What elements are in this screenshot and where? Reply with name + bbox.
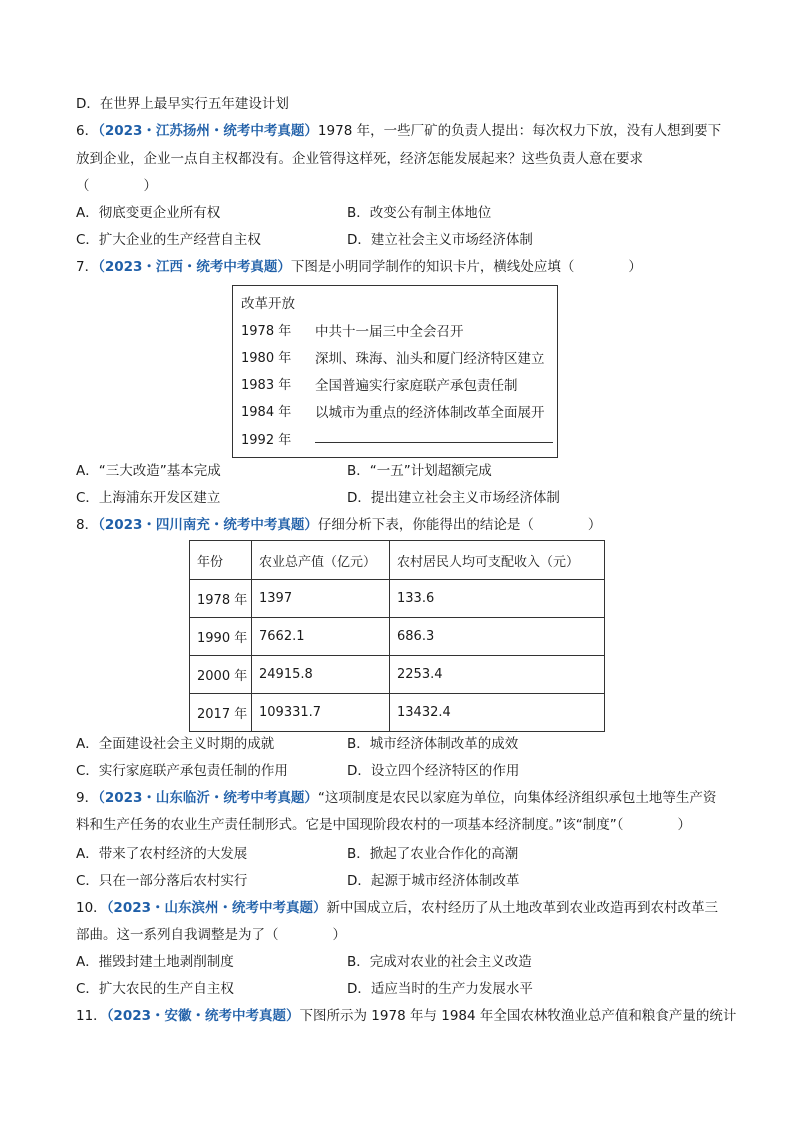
card-year: 1984 年	[241, 405, 292, 420]
q11-text-1: 下图所示为 1978 年与 1984 年全国农林牧渔业总产值和粮食产量的统计	[299, 1008, 737, 1024]
card-year: 1978 年	[241, 324, 292, 339]
q10-option-c: C．扩大农民的生产自主权	[76, 981, 234, 997]
q8-stem	[76, 515, 601, 535]
q6-stem-line2: 放到企业，企业一点自主权都没有。企业管得这样死，经济怎能发展起来？这些负责人意在要求	[76, 151, 643, 167]
q8-option-c: C．实行家庭联产承包责任制的作用	[76, 763, 288, 779]
q6-text-1: 1978 年，一些厂矿的负责人提出：每次权力下放，没有人想到要下	[317, 123, 722, 139]
table-header-cell: 农业总产值（亿元）	[252, 541, 390, 580]
table-cell: 7662.1	[252, 618, 390, 656]
table-header-cell: 农村居民人均可支配收入（元）	[390, 541, 605, 580]
q6-answer-blank: （ ）	[76, 178, 157, 194]
table-header-row	[190, 541, 605, 580]
q6-stem-line1	[76, 121, 721, 141]
q9-source: （2023・山东临沂・统考中考真题）	[98, 790, 318, 806]
q9-stem-line1	[76, 788, 716, 808]
q6-option-a: A．彻底变更企业所有权	[76, 205, 221, 221]
q6-option-b: B．改变公有制主体地位	[347, 205, 492, 221]
q6-source: （2023・江苏扬州・统考中考真题）	[98, 123, 318, 139]
knowledge-card	[232, 285, 558, 458]
q7-source: （2023・江西・统考中考真题）	[98, 259, 291, 275]
q7-option-d: D．提出建立社会主义市场经济体制	[347, 490, 560, 506]
table-cell: 2000 年	[190, 656, 252, 694]
q10-number: 10．	[76, 900, 107, 916]
q6-option-d: D．建立社会主义市场经济体制	[347, 232, 533, 248]
q8-option-d: D．设立四个经济特区的作用	[347, 763, 520, 779]
q10-option-d: D．适应当时的生产力发展水平	[347, 981, 533, 997]
q8-option-a: A．全面建设社会主义时期的成就	[76, 736, 275, 752]
table-cell: 2017 年	[190, 694, 252, 732]
q11-number: 11．	[76, 1008, 107, 1024]
q8-number: 8．	[76, 517, 99, 533]
table-cell: 686.3	[390, 618, 605, 656]
q7-number: 7．	[76, 259, 99, 275]
q9-option-c: C．只在一部分落后农村实行	[76, 873, 248, 889]
q9-stem-line2: 料和生产任务的农业生产责任制形式。它是中国现阶段农村的一项基本经济制度。”该“制度”（ ）	[76, 817, 691, 833]
q7-stem	[76, 257, 642, 277]
q11-stem-line1	[76, 1006, 736, 1026]
q9-text-1: “这项制度是农民以家庭为单位，向集体经济组织承包土地等生产资	[317, 790, 717, 806]
table-row	[190, 656, 605, 694]
card-event: 以城市为重点的经济体制改革全面展开	[315, 405, 545, 421]
q10-stem-line1	[76, 898, 718, 918]
q9-option-d: D．起源于城市经济体制改革	[347, 873, 520, 889]
card-fill-blank-line	[315, 442, 553, 443]
table-header-cell: 年份	[190, 541, 252, 580]
table-cell: 1978 年	[190, 580, 252, 618]
table-row	[190, 580, 605, 618]
q5-option-d: D．在世界上最早实行五年建设计划	[76, 96, 289, 112]
table-cell: 13432.4	[390, 694, 605, 732]
q9-option-a: A．带来了农村经济的大发展	[76, 846, 248, 862]
q8-source: （2023・四川南充・统考中考真题）	[98, 517, 318, 533]
card-event: 全国普遍实行家庭联产承包责任制	[315, 378, 518, 394]
table-row	[190, 694, 605, 732]
card-event: 中共十一届三中全会召开	[315, 324, 464, 340]
card-event: 深圳、珠海、汕头和厦门经济特区建立	[315, 351, 545, 367]
q9-number: 9．	[76, 790, 99, 806]
q8-option-b: B．城市经济体制改革的成效	[347, 736, 519, 752]
table-row	[190, 618, 605, 656]
q10-source: （2023・山东滨州・统考中考真题）	[106, 900, 327, 916]
q7-option-c: C．上海浦东开发区建立	[76, 490, 221, 506]
table-cell: 133.6	[390, 580, 605, 618]
card-year: 1980 年	[241, 351, 292, 366]
q9-option-b: B．掀起了农业合作化的高潮	[347, 846, 519, 862]
q6-number: 6．	[76, 123, 99, 139]
q7-option-b: B．“一五”计划超额完成	[347, 463, 492, 479]
q7-option-a: A．“三大改造”基本完成	[76, 463, 221, 479]
table-cell: 24915.8	[252, 656, 390, 694]
agriculture-data-table	[189, 540, 605, 732]
q10-text-1: 新中国成立后，农村经历了从土地改革到农业改造再到农村改革三	[326, 900, 719, 916]
card-year: 1983 年	[241, 378, 292, 393]
q11-source: （2023・安徽・统考中考真题）	[106, 1008, 300, 1024]
table-cell: 1397	[252, 580, 390, 618]
card-title: 改革开放	[241, 296, 295, 312]
table-cell: 1990 年	[190, 618, 252, 656]
q6-option-c: C．扩大企业的生产经营自主权	[76, 232, 261, 248]
table-cell: 109331.7	[252, 694, 390, 732]
q10-option-b: B．完成对农业的社会主义改造	[347, 954, 532, 970]
q7-text: 下图是小明同学制作的知识卡片，横线处应填（ ）	[290, 259, 642, 275]
q8-text: 仔细分析下表，你能得出的结论是（ ）	[317, 517, 602, 533]
q10-stem-line2: 部曲。这一系列自我调整是为了（ ）	[76, 927, 346, 943]
card-year: 1992 年	[241, 433, 292, 448]
q10-option-a: A．摧毁封建土地剥削制度	[76, 954, 234, 970]
table-cell: 2253.4	[390, 656, 605, 694]
